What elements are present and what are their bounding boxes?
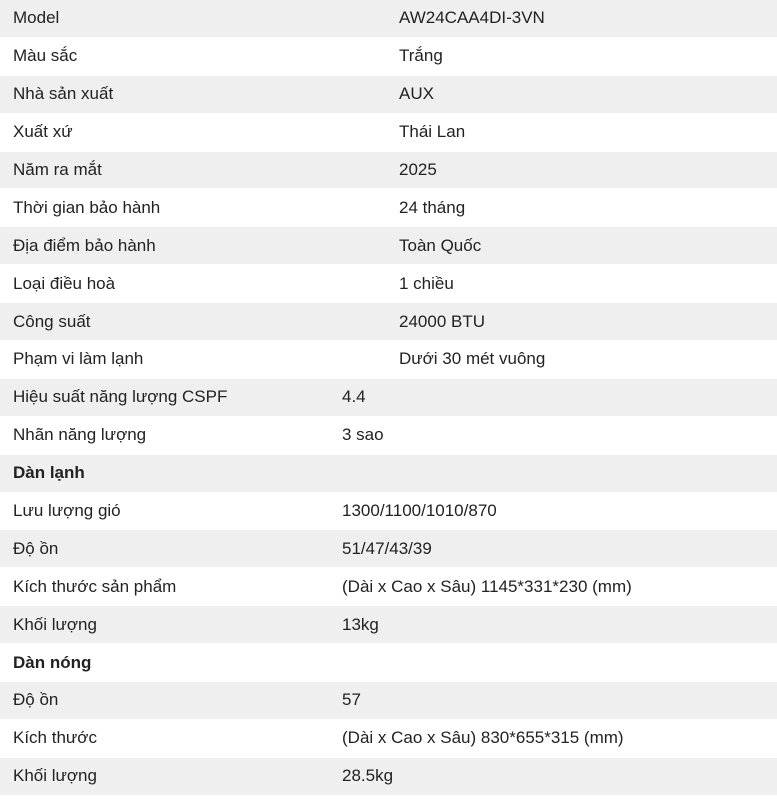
spec-label: Độ ồn — [13, 690, 59, 710]
spec-row-indoor-dimensions — [0, 568, 777, 606]
spec-value: 3 sao — [342, 425, 384, 445]
spec-label: Kích thước — [13, 728, 97, 748]
spec-value: 4.4 — [342, 387, 366, 407]
spec-value: Trắng — [399, 46, 443, 66]
spec-value: 2025 — [399, 160, 437, 179]
spec-value: 24000 BTU — [399, 311, 485, 331]
spec-label: Địa điểm bảo hành — [13, 235, 156, 255]
spec-label: Thời gian bảo hành — [13, 197, 161, 217]
spec-value: (Dài x Cao x Sâu) 1145*331*230 (mm) — [342, 576, 632, 596]
spec-value: 51/47/43/39 — [342, 538, 432, 558]
spec-row-warranty-period — [0, 189, 777, 227]
spec-label: Công suất — [13, 311, 91, 331]
spec-row-capacity — [0, 303, 777, 341]
spec-value: 13kg — [342, 614, 379, 634]
spec-label: Phạm vi làm lạnh — [13, 349, 144, 369]
section-heading-outdoor — [0, 644, 777, 682]
spec-value: AW24CAA4DI-3VN — [399, 8, 545, 28]
spec-row-ac-type — [0, 265, 777, 303]
spec-label: Năm ra mắt — [13, 160, 102, 179]
spec-value: Toàn Quốc — [399, 235, 482, 255]
spec-label: Nhà sản xuất — [13, 84, 114, 104]
spec-row-model — [0, 0, 777, 38]
spec-row-airflow — [0, 493, 777, 531]
spec-row-energy-label — [0, 417, 777, 455]
spec-label: Kích thước sản phẩm — [13, 576, 177, 596]
spec-row-color — [0, 38, 777, 76]
spec-row-manufacturer — [0, 76, 777, 114]
spec-value: 1300/1100/1010/870 — [342, 501, 497, 521]
spec-value: 57 — [342, 690, 361, 710]
spec-value: 1 chiều — [399, 273, 454, 293]
spec-row-cspf — [0, 379, 777, 417]
spec-label: Loại điều hoà — [13, 273, 116, 293]
spec-row-origin — [0, 114, 777, 152]
spec-row-outdoor-dimensions — [0, 720, 777, 758]
section-heading-indoor — [0, 455, 777, 493]
spec-value: (Dài x Cao x Sâu) 830*655*315 (mm) — [342, 728, 624, 748]
spec-value: 28.5kg — [342, 766, 394, 786]
spec-value: Thái Lan — [399, 122, 466, 142]
spec-value: AUX — [399, 84, 434, 104]
spec-label: Độ ồn — [13, 538, 59, 558]
spec-row-indoor-noise — [0, 530, 777, 568]
spec-row-outdoor-weight — [0, 758, 777, 796]
spec-label: Khối lượng — [13, 614, 97, 634]
spec-label: Xuất xứ — [13, 122, 73, 142]
spec-value: 24 tháng — [399, 197, 466, 217]
spec-label: Nhãn năng lượng — [13, 425, 147, 445]
section-title: Dàn lạnh — [13, 463, 85, 483]
spec-label: Hiệu suất năng lượng CSPF — [13, 387, 228, 407]
section-title: Dàn nóng — [13, 652, 92, 672]
spec-label: Màu sắc — [13, 46, 78, 66]
spec-label: Khối lượng — [13, 766, 97, 786]
spec-row-cooling-range — [0, 341, 777, 379]
spec-label: Model — [13, 8, 60, 28]
spec-value: Dưới 30 mét vuông — [399, 349, 546, 369]
spec-row-release-year — [0, 152, 777, 190]
spec-label: Lưu lượng gió — [13, 501, 121, 521]
spec-row-indoor-weight — [0, 606, 777, 644]
spec-row-outdoor-noise — [0, 682, 777, 720]
spec-row-warranty-location — [0, 227, 777, 265]
